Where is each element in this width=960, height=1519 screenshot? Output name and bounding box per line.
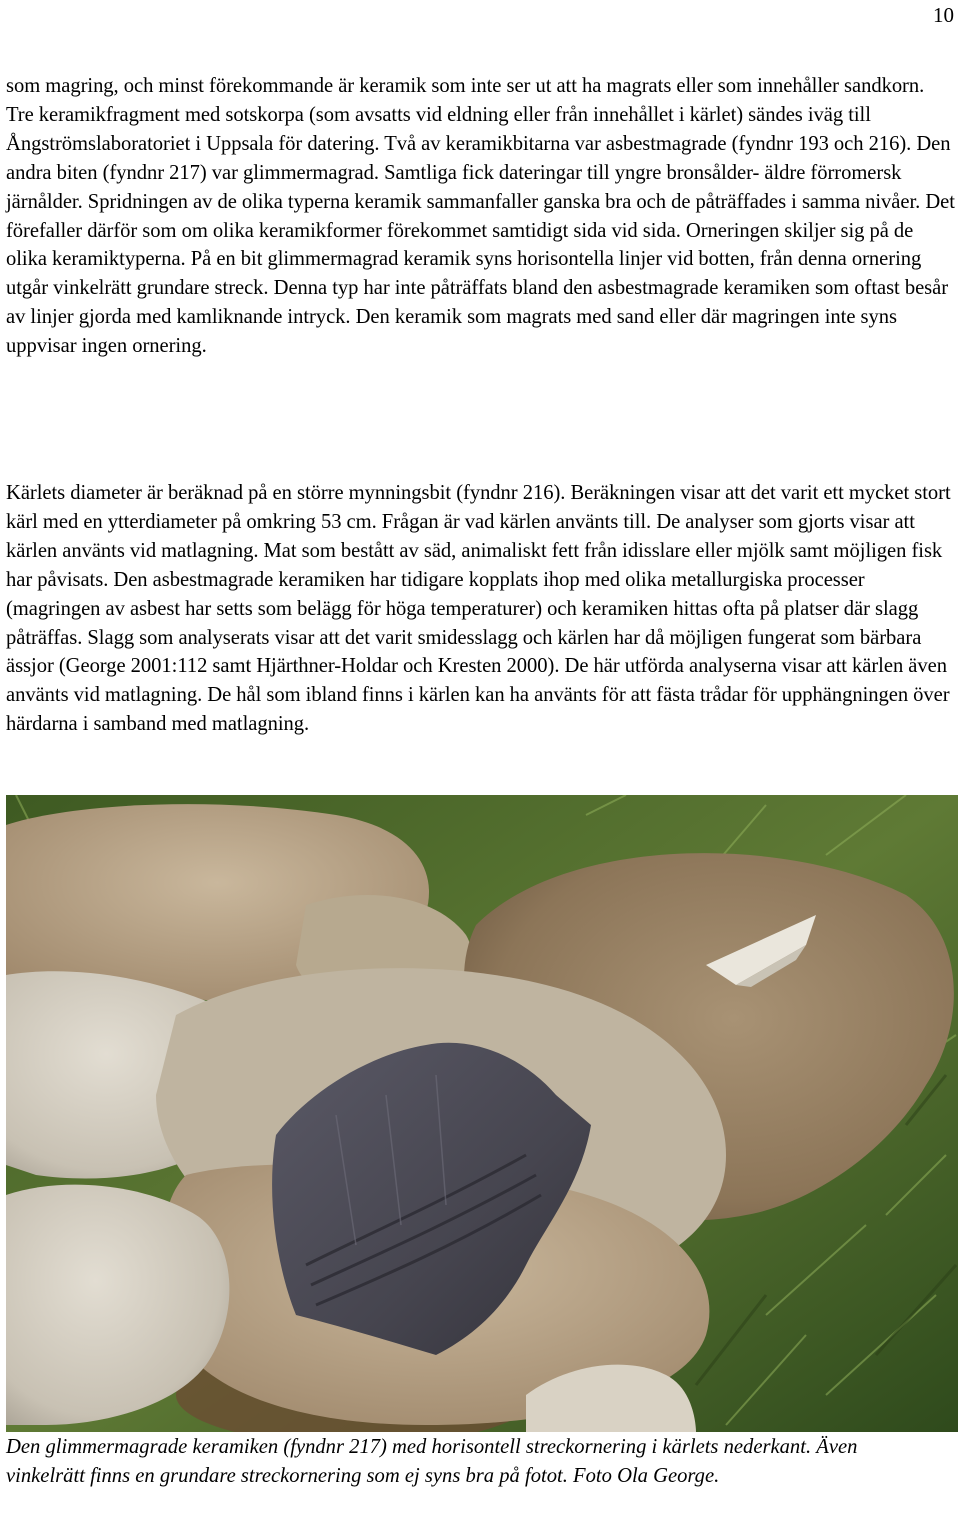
page-number: 10 [933, 3, 954, 27]
body-paragraph-2: Kärlets diameter är beräknad på en större mynningsbit (fyndnr 216). Beräkningen visar att det varit ett mycket stort kärl med en ytterdiameter på omkring 53 cm. Frågan är vad kärlen använts till. De analyser som gjorts visar att kärlen använts vid matlagning. Mat som bestått av säd, animaliskt fett från idisslare eller mjölk samt möjligen fisk har påvisats. Den asbestmagrade keramiken har tidigare kopplats ihop med olika metallurgiska processer (magringen av asbest har setts som belägg för höga temperaturer) och keramiken hittas ofta på platser där slagg påträffas. Slagg som analyserats visar att det varit smidesslagg och kärlen har då möjligen fungerat som bärbara ässjor (George 2001:112 samt Hjärthner-Holdar och Kresten 2000). De här utförda analyserna visar att kärlen även använts vid matlagning. De hål som ibland finns i kärlen kan ha använts för att fästa trådar för upphängningen över härdarna i samband med matlagning. [6, 482, 951, 736]
photo-illustration [6, 795, 958, 1432]
body-paragraph-1: som magring, och minst förekommande är keramik som inte ser ut att ha magrats eller som innehåller sandkorn. Tre keramikfragment med sotskorpa (som avsatts vid eldning eller från innehållet i kärlet) sändes iväg till Ångströmslaboratoriet i Uppsala för datering. Två av keramikbitarna var asbestmagrade (fyndnr 193 och 216). Den andra biten (fyndnr 217) var glimmermagrad. Samtliga fick dateringar till yngre bronsålder- äldre förromersk järnålder. Spridningen av de olika typerna keramik sammanfaller ganska bra och de påträffades i samma nivåer. Det förefaller därför som om olika keramikformer förekommet samtidigt sida vid sida. Orneringen skiljer sig på de olika keramiktyperna. På en bit glimmermagrad keramik syns horisontella linjer vid botten, från denna ornering utgår vinkelrätt grundare streck. Denna typ har inte påträffats bland den asbestmagrade keramiken som oftast besår av linjer gjorda med kamliknande intryck. Den keramik som magrats med sand eller där magringen inte syns uppvisar ingen ornering. [6, 75, 955, 358]
figure-photo-ceramic-sherds [6, 795, 958, 1432]
figure-caption: Den glimmermagrade keramiken (fyndnr 217) med horisontell streckornering i kärlets nederkant. Även vinkelrätt finns en grundare streckornering som ej syns bra på fotot. Foto Ola George. [6, 1436, 858, 1487]
